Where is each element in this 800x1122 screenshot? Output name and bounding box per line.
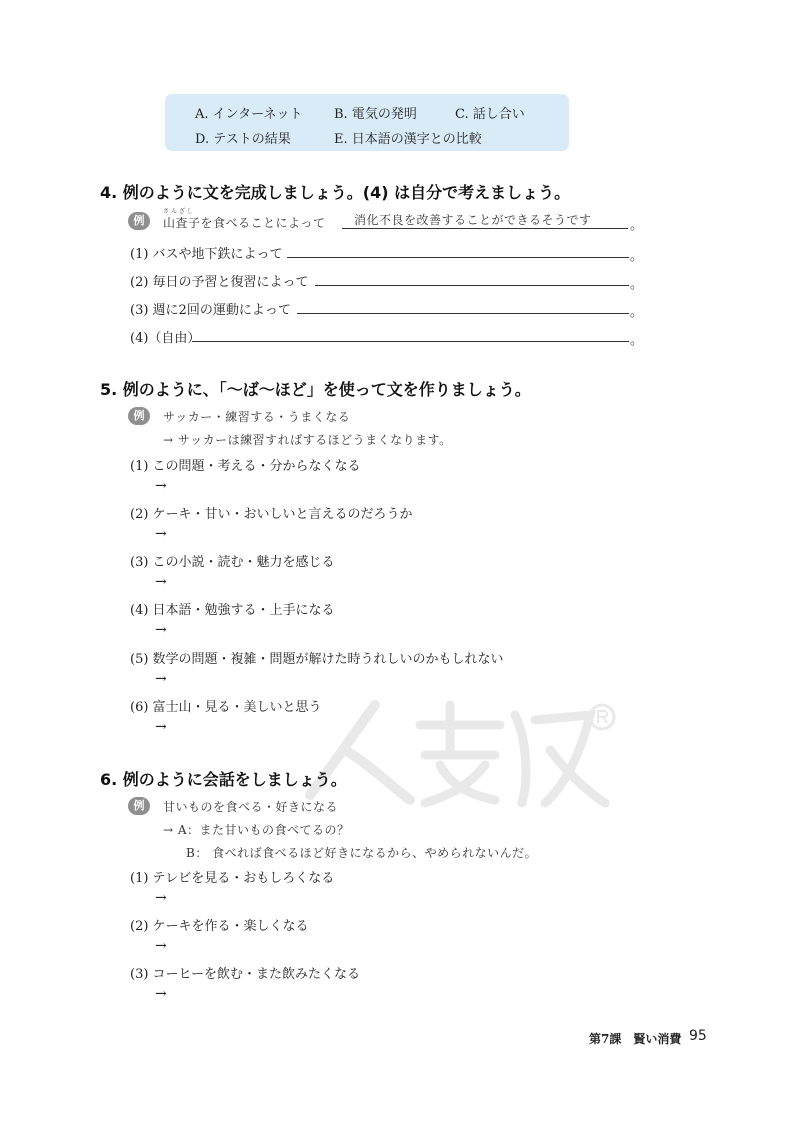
section5-item-1: (1) この問題・考える・分からなくなる — [130, 459, 361, 474]
section4-example-period: 。 — [630, 218, 644, 233]
section6-item-2: (2) ケーキを作る・楽しくなる — [130, 919, 309, 934]
section6-item-3: (3) コーヒーを飲む・また飲みたくなる — [130, 967, 361, 982]
section5-item-1-arrow: → — [155, 478, 167, 494]
section5-example-line2: → サッカーは練習すればするほどうまくなります。 — [163, 433, 452, 447]
section6-title: 6. 例のように会話をしましょう。 — [100, 770, 347, 789]
choice-e: E. 日本語の漢字との比較 — [334, 132, 482, 147]
section4-item-2: (2) 毎日の予習と復習によって — [130, 275, 309, 290]
section4-example-answer — [342, 212, 628, 229]
section4-item-3-blank[interactable] — [297, 299, 629, 314]
section5-item-5-arrow: → — [155, 671, 167, 687]
choice-a: A. インターネット — [195, 107, 303, 122]
section4-item-2-blank[interactable] — [315, 271, 629, 286]
section4-item-1-period: 。 — [630, 249, 644, 264]
section6-item-1: (1) テレビを見る・おもしろくなる — [130, 871, 335, 886]
section4-item-1-blank[interactable] — [287, 243, 629, 258]
section5-item-3-arrow: → — [155, 574, 167, 590]
section4-item-3: (3) 週に2回の運動によって — [130, 303, 291, 318]
section4-title: 4. 例のように文を完成しましょう。(4) は自分で考えましょう。 — [100, 183, 571, 202]
section5-item-6: (6) 富士山・見る・美しいと思う — [130, 700, 322, 715]
section4-example-ruby: さんざし — [163, 208, 196, 215]
section5-title: 5. 例のように、「～ば～ほど」を使って文を作りましょう。 — [100, 380, 531, 399]
section4-item-4: (4)（自由） — [130, 331, 201, 346]
section6-example-badge: 例 — [128, 797, 150, 815]
section4-item-1: (1) バスや地下鉄によって — [130, 247, 283, 262]
section4-item-2-period: 。 — [630, 277, 644, 292]
section4-item-4-blank[interactable] — [192, 327, 629, 342]
choice-d: D. テストの結果 — [195, 132, 291, 147]
section6-example-line1: 甘いものを食べる・好きになる — [163, 800, 339, 814]
section5-item-4-arrow: → — [155, 622, 167, 638]
section5-item-5: (5) 数学の問題・複雑・問題が解けた時うれしいのかもしれない — [130, 652, 504, 667]
section5-item-6-arrow: → — [155, 719, 167, 735]
section6-item-3-arrow: → — [155, 986, 167, 1002]
section4-example-badge: 例 — [128, 212, 150, 230]
section6-example-line3: B： 食べれば食べるほど好きになるから、やめられないんだ。 — [186, 846, 538, 860]
section5-example-badge: 例 — [128, 407, 150, 425]
section4-item-4-period: 。 — [630, 333, 644, 348]
section4-example-prefix: 山査子を食べることによって — [163, 216, 326, 230]
section6-item-1-arrow: → — [155, 890, 167, 906]
choice-b: B. 電気の発明 — [334, 107, 417, 122]
section5-item-3: (3) この小説・読む・魅力を感じる — [130, 555, 335, 570]
section4-item-3-period: 。 — [630, 305, 644, 320]
section5-item-4: (4) 日本語・勉強する・上手になる — [130, 603, 335, 618]
section5-example-line1: サッカー・練習する・うまくなる — [163, 410, 351, 424]
publisher-watermark-logo — [300, 695, 620, 815]
section4-example-answer-text: 消化不良を改善することができるそうです — [354, 213, 592, 227]
section6-item-2-arrow: → — [155, 938, 167, 954]
section5-item-2: (2) ケーキ・甘い・おいしいと言えるのだろうか — [130, 507, 413, 522]
footer-lesson-title: 第7課 賢い消費 — [589, 1032, 682, 1046]
section5-item-2-arrow: → — [155, 526, 167, 542]
choice-c: C. 話し合い — [455, 107, 525, 122]
section6-example-line2: → A：また甘いもの食べてるの？ — [163, 823, 350, 837]
footer-page-number: 95 — [689, 1028, 707, 1044]
